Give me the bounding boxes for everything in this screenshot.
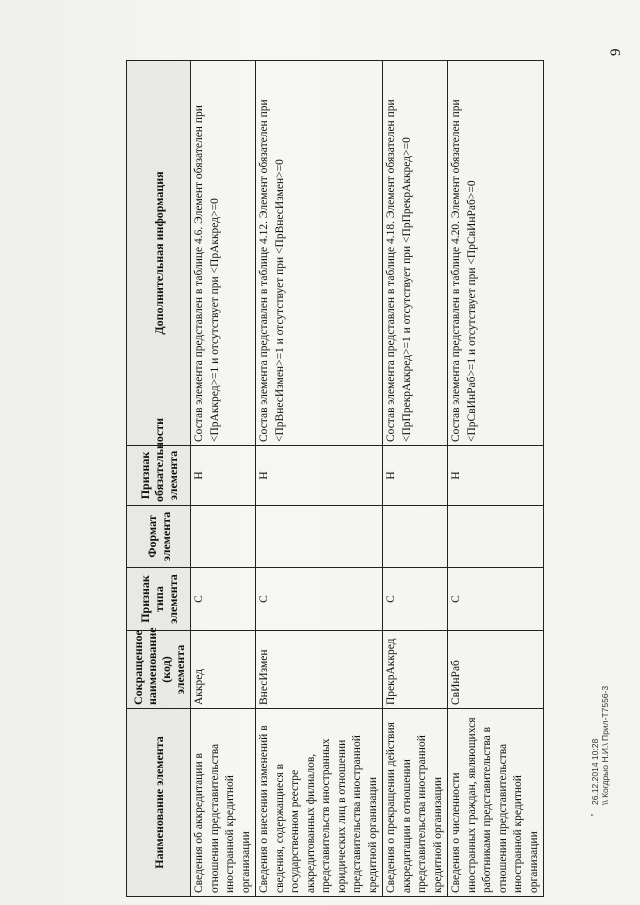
cell-info: Состав элемента представлен в таблице 4.12. Элемент обязателен при <ПрВнесИзмен>=1 и отсутствует при <ПрВнесИзмен>=0 — [256, 61, 383, 446]
cell-oblig: Н — [256, 446, 383, 506]
cell-oblig: Н — [448, 446, 544, 506]
cell-short: СвИнРаб — [448, 631, 544, 709]
table-row — [191, 61, 256, 897]
cell-info: Состав элемента представлен в таблице 4.6. Элемент обязателен при <ПрАккред>=1 и отсутствует при <ПрАккред>=0 — [191, 61, 256, 446]
table-row — [383, 61, 448, 897]
cell-name: Сведения о численности иностранных граждан, являющихся работниками представительства в отношении представительства иностранной кредитной организации — [448, 709, 544, 897]
table-header-row — [127, 61, 191, 897]
stamp-date: 26.12.2014 10:28 — [590, 738, 600, 805]
cell-name: Сведения о внесении изменений в сведения, содержащиеся в государственном реестре аккредитованных филиалов, представительств иностранных юридических лиц в отношении представительства иностранной кредитной организации — [256, 709, 383, 897]
table-row — [256, 61, 383, 897]
header-info: Дополнительная информация — [127, 61, 191, 446]
header-short: Сокращенное наименование (код) элемента — [127, 631, 191, 709]
cell-name: Сведения о прекращении действия аккредитации в отношении представительства иностранной кредитной организации — [383, 709, 448, 897]
header-format: Формат элемента — [127, 506, 191, 568]
cell-format — [256, 506, 383, 568]
cell-format — [191, 506, 256, 568]
cell-type: С — [448, 568, 544, 631]
header-name: Наименование элемента — [127, 709, 191, 897]
margin-mark: ' — [590, 814, 601, 816]
table-row — [448, 61, 544, 897]
cell-type: С — [256, 568, 383, 631]
cell-info: Состав элемента представлен в таблице 4.20. Элемент обязателен при <ПрСвИнРаб>=1 и отсутствует при <ПрСвИнРаб>=0 — [448, 61, 544, 446]
header-type: Признак типа элемента — [127, 568, 191, 631]
cell-short: ПрекрАккред — [383, 631, 448, 709]
cell-type: С — [191, 568, 256, 631]
cell-oblig: Н — [383, 446, 448, 506]
cell-short: ВнесИзмен — [256, 631, 383, 709]
stamp-ref: \\ Когдрыо Н.И.\ Прил-Т7556-3 — [600, 685, 610, 805]
elements-table — [126, 60, 544, 897]
cell-short: Аккред — [191, 631, 256, 709]
cell-format — [448, 506, 544, 568]
cell-oblig: Н — [191, 446, 256, 506]
print-stamp — [590, 686, 610, 805]
cell-name: Сведения об аккредитации в отношении представительства иностранной кредитной организации — [191, 709, 256, 897]
header-oblig: Признак обязательности элемента — [127, 446, 191, 506]
cell-info: Состав элемента представлен в таблице 4.18. Элемент обязателен при <ПрПрекрАккред>=1 и отсутствует при <ПрПрекрАккред>=0 — [383, 61, 448, 446]
page-number: 9 — [608, 48, 624, 56]
cell-type: С — [383, 568, 448, 631]
cell-format — [383, 506, 448, 568]
